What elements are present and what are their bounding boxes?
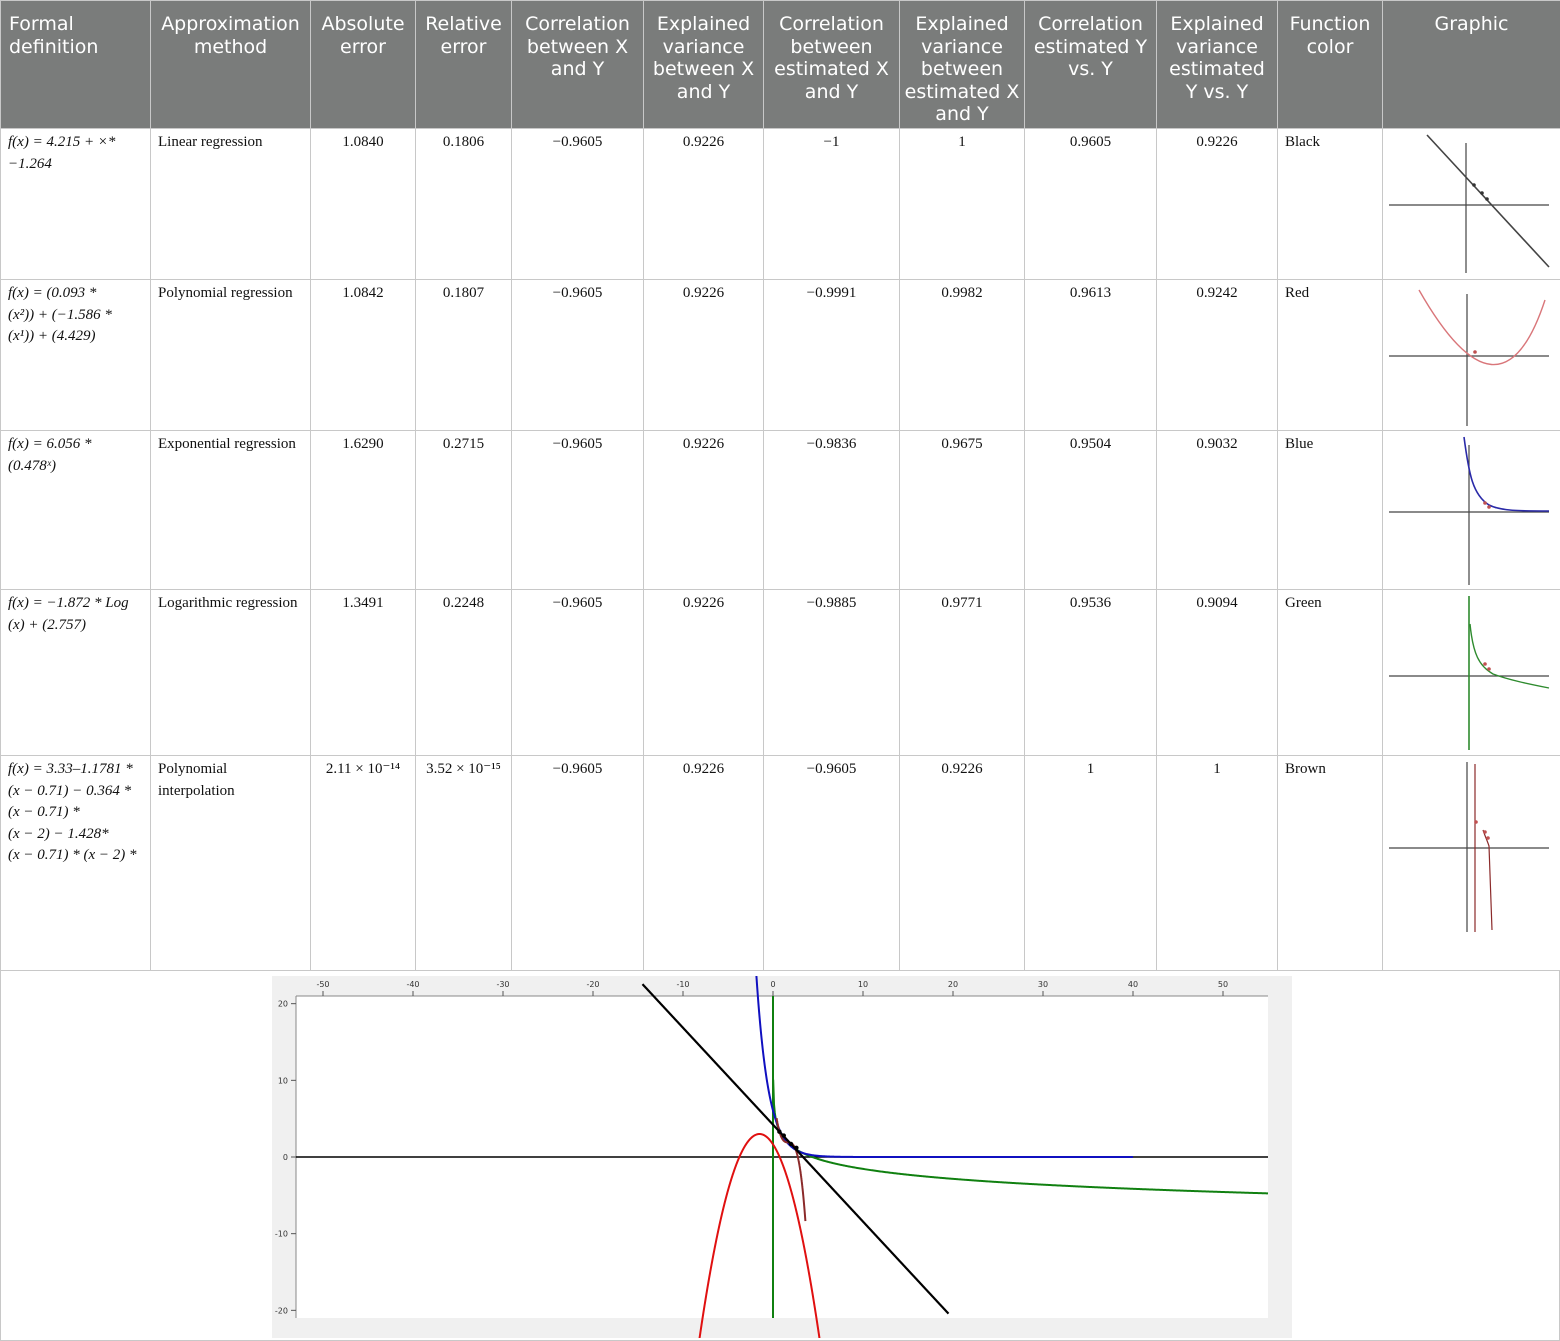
x-tick-label: -10 (676, 980, 690, 989)
header-absolute-error: Absolute error (311, 1, 416, 129)
definition-line: (x − 0.71) * (x − 2) * (8, 847, 137, 863)
data-point (1474, 820, 1478, 824)
function-curve (1470, 624, 1549, 688)
data-point (777, 1130, 781, 1134)
correlation-xy-cell: −0.9605 (512, 280, 644, 431)
correlation-xy-cell: −0.9605 (512, 590, 644, 756)
formal-definition-cell (1, 129, 151, 280)
data-point (782, 1133, 786, 1137)
x-tick-label: -40 (406, 980, 420, 989)
combined-function-plot (272, 976, 1292, 1338)
explained-variance-estimated-xy-cell: 0.9675 (900, 431, 1025, 590)
definition-line: (x²)) + (−1.586 * (8, 306, 112, 323)
graphic-cell (1383, 280, 1560, 431)
y-tick-label: 0 (282, 1153, 288, 1162)
data-point (1485, 197, 1489, 201)
formal-definition-cell (1, 590, 151, 756)
definition-line: (0.478ˣ) (8, 457, 56, 474)
header-formal-definition: Formal definition (1, 1, 151, 129)
table-row (1, 129, 1560, 280)
function-curve (1464, 437, 1549, 511)
definition-line: (x − 2) − 1.428* (8, 825, 109, 842)
explained-variance-estimated-y-cell: 0.9094 (1157, 590, 1278, 756)
function-curve (1419, 290, 1545, 365)
explained-variance-estimated-xy-cell: 0.9226 (900, 756, 1025, 971)
relative-error-cell: 0.2715 (416, 431, 512, 590)
correlation-estimated-xy-cell: −0.9885 (764, 590, 900, 756)
x-tick-label: 40 (1127, 980, 1139, 989)
table-row (1, 756, 1560, 971)
header-explained-variance-estimated-y: Explained variance estimated Y vs. Y (1157, 1, 1278, 129)
explained-variance-xy-cell: 0.9226 (644, 590, 764, 756)
function-color-cell: Green (1278, 590, 1383, 756)
explained-variance-xy-cell: 0.9226 (644, 280, 764, 431)
definition-line: f(x) = 4.215 + ×* (8, 134, 116, 150)
y-tick-label: 10 (277, 1076, 288, 1086)
explained-variance-estimated-y-cell: 1 (1157, 756, 1278, 971)
function-color-cell: Red (1278, 280, 1383, 431)
explained-variance-xy-cell: 0.9226 (644, 431, 764, 590)
relative-error-cell: 3.52 × 10⁻¹⁵ (416, 756, 512, 971)
correlation-xy-cell: −0.9605 (512, 756, 644, 971)
table-row (1, 590, 1560, 756)
relative-error-cell: 0.1806 (416, 129, 512, 280)
table-row (1, 431, 1560, 590)
method-cell: Linear regression (151, 129, 311, 280)
definition-line: (x − 0.71) − 0.364 * (8, 782, 132, 799)
explained-variance-estimated-y-cell: 0.9226 (1157, 129, 1278, 280)
method-cell: Polynomial regression (151, 280, 311, 431)
correlation-estimated-xy-cell: −0.9836 (764, 431, 900, 590)
mini-graph-exponential (1389, 435, 1555, 585)
function-curve (1483, 830, 1492, 930)
definition-line: (x¹)) + (4.429) (8, 328, 96, 344)
definition-line: −1.264 (8, 155, 52, 172)
graphic-cell (1383, 590, 1560, 756)
data-point (1472, 183, 1476, 187)
explained-variance-xy-cell: 0.9226 (644, 756, 764, 971)
function-color-cell: Brown (1278, 756, 1383, 971)
correlation-estimated-y-cell: 0.9613 (1025, 280, 1157, 431)
data-point (794, 1146, 798, 1150)
definition-line: f(x) = 3.33–1.1781 * (8, 761, 133, 777)
x-tick-label: -30 (496, 980, 510, 989)
data-point (1480, 191, 1484, 195)
header-approximation-method: Approximation method (151, 1, 311, 129)
graphic-cell (1383, 129, 1560, 280)
header-graphic: Graphic (1383, 1, 1560, 129)
data-point (1487, 667, 1491, 671)
method-cell: Exponential regression (151, 431, 311, 590)
mini-graph-interpolation (1389, 760, 1555, 940)
header-correlation-estimated-y: Correlation estimated Y vs. Y (1025, 1, 1157, 129)
header-relative-error: Relative error (416, 1, 512, 129)
x-tick-label: -50 (316, 980, 330, 989)
data-point (1483, 662, 1487, 666)
absolute-error-cell: 1.6290 (311, 431, 416, 590)
function-color-cell: Blue (1278, 431, 1383, 590)
x-tick-label: 0 (770, 980, 776, 989)
header-explained-variance-xy: Explained variance between X and Y (644, 1, 764, 129)
formal-definition-cell (1, 431, 151, 590)
data-point (789, 1142, 793, 1146)
definition-line: (x) + (2.757) (8, 616, 87, 633)
header-correlation-xy: Correlation between X and Y (512, 1, 644, 129)
header-row (1, 1, 1560, 129)
formal-definition-cell (1, 756, 151, 971)
correlation-xy-cell: −0.9605 (512, 431, 644, 590)
absolute-error-cell: 1.0840 (311, 129, 416, 280)
function-curve (1427, 135, 1549, 267)
correlation-estimated-xy-cell: −0.9605 (764, 756, 900, 971)
mini-graph-linear (1389, 133, 1555, 275)
x-tick-label: 20 (947, 980, 959, 989)
data-point (1473, 350, 1477, 354)
explained-variance-xy-cell: 0.9226 (644, 129, 764, 280)
y-tick-label: -10 (274, 1229, 288, 1239)
header-correlation-estimated-xy: Correlation between estimated X and Y (764, 1, 900, 129)
mini-graph-logarithmic (1389, 594, 1555, 752)
header-explained-variance-estimated-xy: Explained variance between estimated X and Y (900, 1, 1025, 129)
function-color-cell: Black (1278, 129, 1383, 280)
explained-variance-estimated-xy-cell: 0.9982 (900, 280, 1025, 431)
correlation-estimated-y-cell: 0.9536 (1025, 590, 1157, 756)
x-tick-label: 50 (1217, 980, 1229, 989)
correlation-estimated-y-cell: 1 (1025, 756, 1157, 971)
correlation-estimated-xy-cell: −0.9991 (764, 280, 900, 431)
mini-graph-polynomial (1389, 284, 1555, 426)
correlation-xy-cell: −0.9605 (512, 129, 644, 280)
graphic-cell (1383, 431, 1560, 590)
x-tick-label: 10 (857, 980, 869, 989)
formal-definition-cell (1, 280, 151, 431)
absolute-error-cell: 1.3491 (311, 590, 416, 756)
explained-variance-estimated-xy-cell: 1 (900, 129, 1025, 280)
definition-line: f(x) = 6.056 * (8, 436, 92, 452)
relative-error-cell: 0.2248 (416, 590, 512, 756)
definition-line: f(x) = (0.093 * (8, 285, 97, 301)
explained-variance-estimated-xy-cell: 0.9771 (900, 590, 1025, 756)
method-cell: Logarithmic regression (151, 590, 311, 756)
absolute-error-cell: 2.11 × 10⁻¹⁴ (311, 756, 416, 971)
y-tick-label: 20 (277, 999, 288, 1009)
table-row (1, 280, 1560, 431)
y-tick-label: -20 (274, 1306, 288, 1316)
absolute-error-cell: 1.0842 (311, 280, 416, 431)
explained-variance-estimated-y-cell: 0.9032 (1157, 431, 1278, 590)
data-point (1486, 836, 1490, 840)
correlation-estimated-y-cell: 0.9504 (1025, 431, 1157, 590)
method-cell: Polynomial interpolation (151, 756, 311, 971)
definition-line: (x − 0.71) * (8, 804, 80, 820)
header-function-color: Function color (1278, 1, 1383, 129)
correlation-estimated-xy-cell: −1 (764, 129, 900, 280)
data-point (1483, 830, 1487, 834)
correlation-estimated-y-cell: 0.9605 (1025, 129, 1157, 280)
x-tick-label: -20 (586, 980, 600, 989)
data-point (1487, 505, 1491, 509)
relative-error-cell: 0.1807 (416, 280, 512, 431)
data-point (1483, 501, 1487, 505)
graphic-cell (1383, 756, 1560, 971)
explained-variance-estimated-y-cell: 0.9242 (1157, 280, 1278, 431)
x-tick-label: 30 (1037, 980, 1049, 989)
definition-line: f(x) = −1.872 * Log (8, 595, 129, 611)
